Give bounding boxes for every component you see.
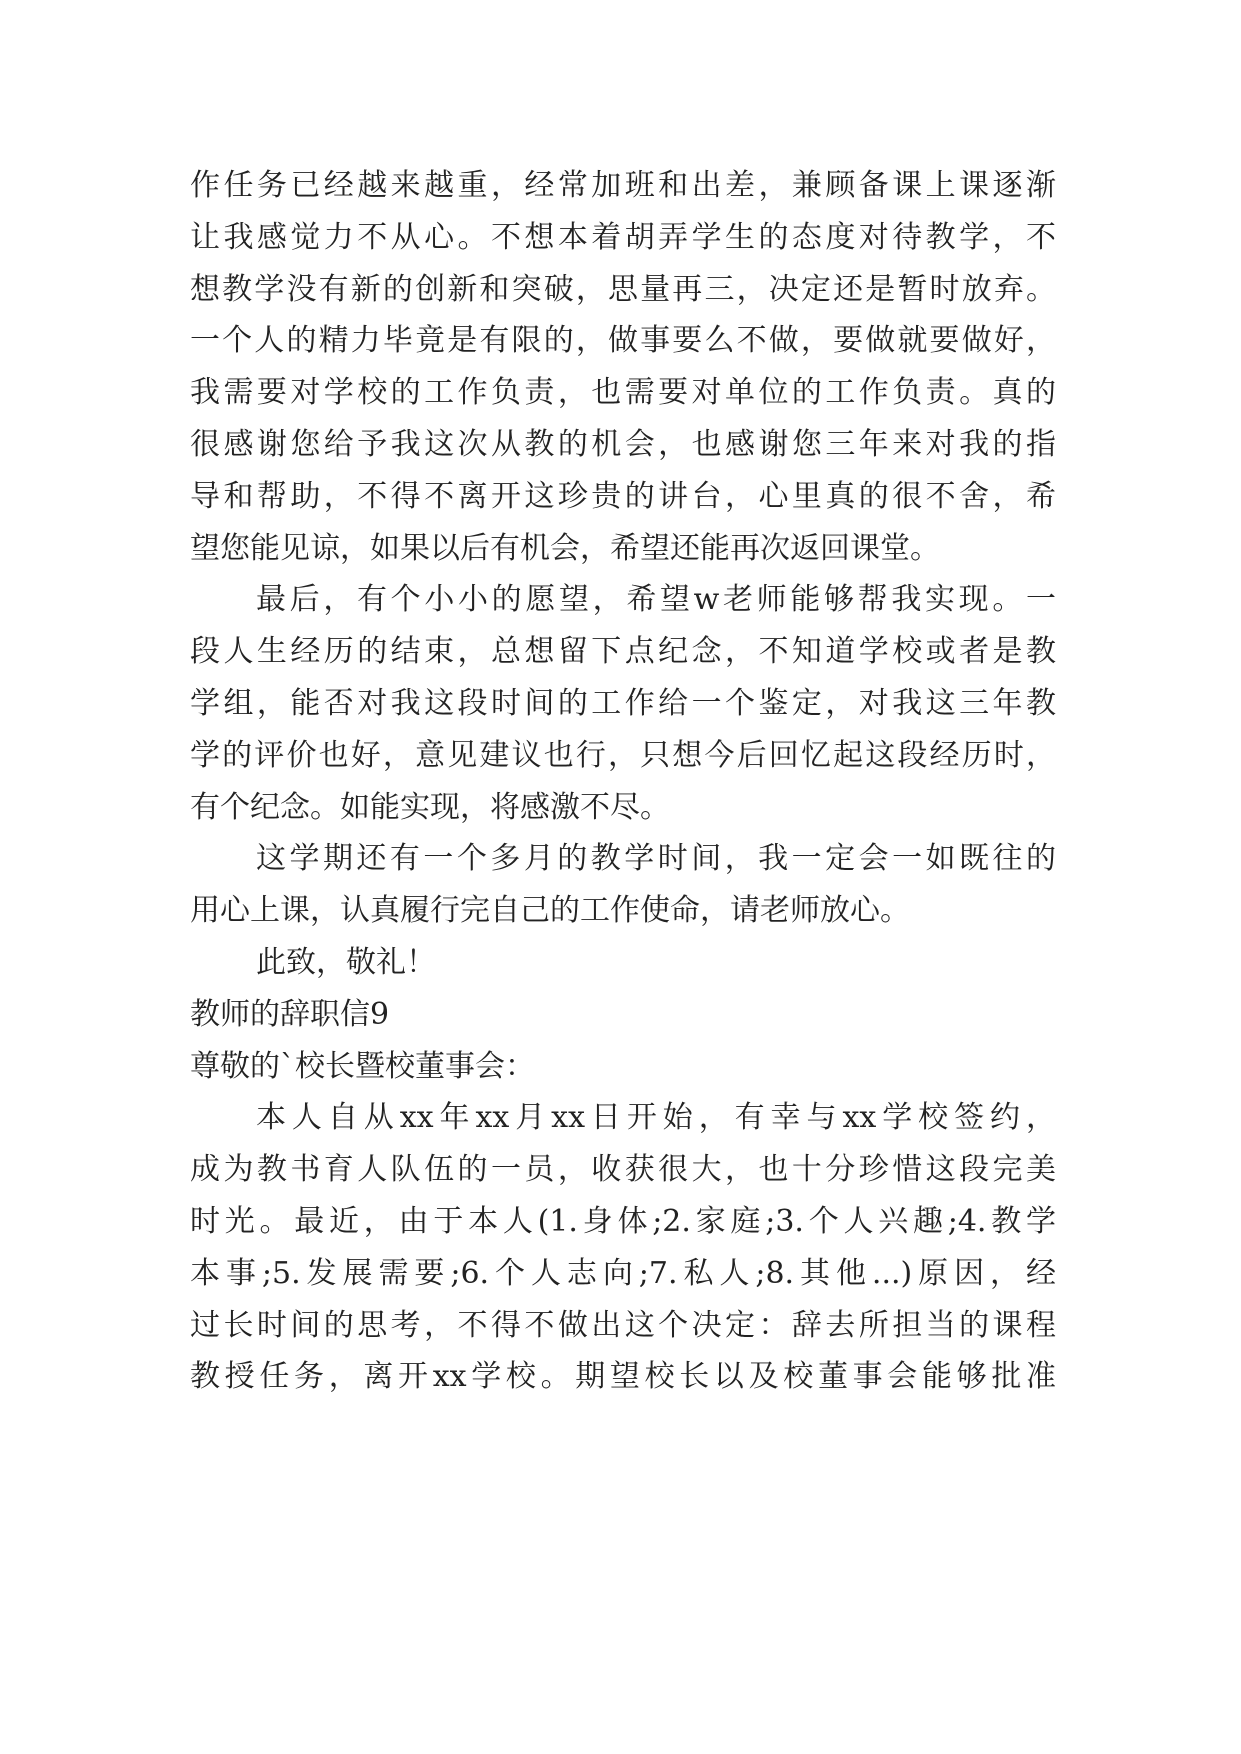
body-line: 段人生经历的结束，总想留下点纪念，不知道学校或者是教 [190, 634, 1056, 670]
paragraph-first-line: 这学期还有一个多月的教学时间，我一定会一如既往的 [256, 841, 1056, 877]
letter-salutation: 尊敬的`校长暨校董事会： [190, 1048, 535, 1084]
body-line: 学的评价也好，意见建议也行，只想今后回忆起这段经历时， [190, 737, 1056, 773]
body-line: 让我感觉力不从心。不想本着胡弄学生的态度对待教学，不 [190, 219, 1056, 255]
body-line: 本事;5.发展需要;6.个人志向;7.私人;8.其他...)原因，经 [190, 1255, 1056, 1291]
body-line: 导和帮助，不得不离开这珍贵的讲台，心里真的很不舍，希 [190, 478, 1056, 514]
body-line: 很感谢您给予我这次从教的机会，也感谢您三年来对我的指 [190, 426, 1056, 462]
paragraph-first-line: 本人自从xx年xx月xx日开始，有幸与xx学校签约， [256, 1100, 1056, 1136]
body-line: 我需要对学校的工作负责，也需要对单位的工作负责。真的 [190, 375, 1056, 411]
paragraph-first-line: 最后，有个小小的愿望，希望w老师能够帮我实现。一 [256, 582, 1056, 618]
body-line: 望您能见谅，如果以后有机会，希望还能再次返回课堂。 [190, 530, 940, 566]
body-line: 过长时间的思考，不得不做出这个决定：辞去所担当的课程 [190, 1307, 1056, 1343]
body-line: 用心上课，认真履行完自己的工作使命，请老师放心。 [190, 893, 910, 929]
body-line: 学组，能否对我这段时间的工作给一个鉴定，对我这三年教 [190, 685, 1056, 721]
body-line: 作任务已经越来越重，经常加班和出差，兼顾备课上课逐渐 [190, 168, 1056, 203]
body-line: 有个纪念。如能实现，将感激不尽。 [190, 789, 670, 825]
body-line: 时光。最近，由于本人(1.身体;2.家庭;3.个人兴趣;4.教学 [190, 1203, 1056, 1239]
closing-salutation: 此致，敬礼！ [256, 944, 436, 980]
body-line: 想教学没有新的创新和突破，思量再三，决定还是暂时放弃。 [190, 271, 1056, 307]
body-line: 成为教书育人队伍的一员，收获很大，也十分珍惜这段完美 [190, 1152, 1056, 1188]
body-line: 一个人的精力毕竟是有限的，做事要么不做，要做就要做好， [190, 323, 1056, 359]
body-line: 教授任务，离开xx学校。期望校长以及校董事会能够批准 [190, 1359, 1056, 1395]
document-page [190, 160, 1056, 1403]
section-heading: 教师的辞职信9 [190, 996, 390, 1032]
